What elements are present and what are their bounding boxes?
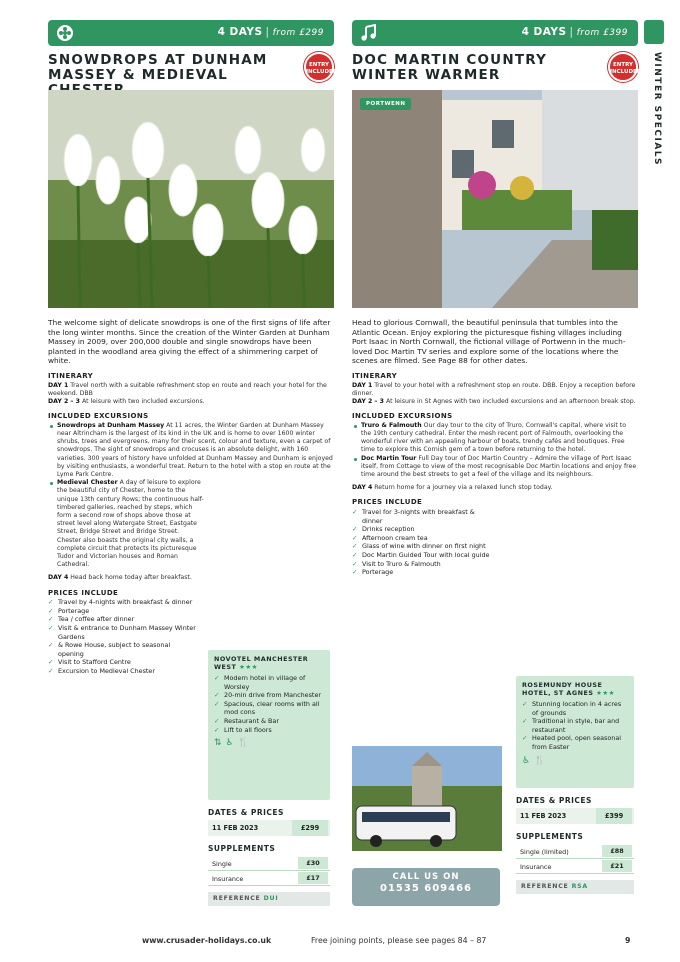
page-number: 9 — [625, 936, 631, 945]
price-include-item: ✓ Glass of wine with dinner on first night — [352, 542, 492, 551]
price-include-item: ✓ & Rowe House, subject to seasonal opening — [48, 641, 198, 658]
excursions-heading: INCLUDED EXCURSIONS — [352, 412, 453, 421]
price-include-item: ✓ Excursion to Medieval Chester — [48, 667, 198, 676]
date-price-row — [208, 820, 330, 836]
price-include-item: ✓ Afternoon cream tea — [352, 534, 492, 543]
supplement-row: Single (limited) £88 — [516, 844, 634, 859]
hotel-info-box — [208, 650, 330, 800]
supplement-row: Insurance £21 — [516, 859, 634, 874]
bar-icon: 🍴 — [534, 755, 550, 766]
price-include-item: ✓ Visit to Truro & Falmouth — [352, 560, 492, 569]
itinerary-day1: DAY 1 Travel to your hotel with a refreshment stop en route. DBB. Enjoy a reception before dinner. — [352, 381, 636, 397]
departure-price: £399 — [596, 808, 632, 824]
supplements-heading: SUPPLEMENTS — [516, 832, 584, 841]
excursions-list — [48, 422, 334, 570]
price-include-item: ✓ Visit & entrance to Dunham Massey Winter Gardens — [48, 624, 198, 641]
bar-icon: 🍴 — [237, 738, 253, 749]
excursion-item: Medieval Chester A day of leisure to explore the beautiful city of Chester, home to the unique 13th century Rows; the continuous half-timbered galleries, reached by steps, which form a second row of shops above those at street level along Watergate Street, Eastgate Street, Bridge Street and Bridge Street. Chester also boasts the original city walls, a complete circuit that protects its picturesque Tudor and Victorian houses and Roman Cathedral. — [48, 479, 204, 569]
prices-include-heading: PRICES INCLUDE — [48, 588, 119, 597]
hotel-info-box — [516, 676, 634, 788]
hotel-feature: ✓ Heated pool, open seasonal from Easter — [522, 734, 628, 751]
hotel-feature: ✓ Traditional in style, bar and restaurant — [522, 717, 628, 734]
price-include-item: ✓ Tea / coffee after dinner — [48, 615, 198, 624]
price-include-item: ✓ Porterage — [352, 568, 492, 577]
hotel-name: NOVOTEL MANCHESTER WEST ★★★ — [214, 655, 309, 671]
prices-include-list — [352, 508, 492, 577]
tour-header-bar: 4 DAYS | from £299 — [48, 20, 334, 46]
reference-code: REFERENCE RSA — [516, 880, 634, 894]
entry-included-badge: ENTRY INCLUDED — [304, 52, 334, 82]
hotel-feature: ✓ 20-min drive from Manchester — [214, 691, 324, 700]
dates-prices-heading: DATES & PRICES — [516, 796, 592, 805]
hotel-feature: ✓ Lift to all floors — [214, 726, 324, 735]
excursion-item: Doc Martin Tour Full Day tour of Doc Martin Country – Admire the village of Port Isaac itself, from Cottage to view of the most recognisable Doc Martin locations and enjoy free time around the best streets to get a feel of the village and its neighbours. — [352, 455, 638, 480]
itinerary-heading: ITINERARY — [352, 371, 398, 380]
port-isaac-photo — [352, 90, 638, 308]
supplement-row: Single £30 — [208, 856, 330, 871]
tour-column-doc-martin — [352, 20, 642, 894]
reference-code: REFERENCE DUI — [208, 892, 330, 906]
coach-photo — [352, 746, 502, 851]
location-tag: PORTWENN — [360, 98, 411, 110]
accessible-icon: ♿ — [522, 755, 535, 766]
tour-price-from: from £299 — [272, 28, 324, 38]
flower-icon — [56, 24, 74, 42]
tour-column-snowdrops — [48, 20, 338, 902]
section-tab-marker — [644, 20, 664, 44]
tour-header-bar: 4 DAYS | from £399 — [352, 20, 638, 46]
itinerary-day2-3: DAY 2 – 3 At leisure with two included excursions. — [48, 397, 205, 405]
hotel-feature: ✓ Stunning location in 4 acres of grounds — [522, 700, 628, 717]
supplements-heading: SUPPLEMENTS — [208, 844, 276, 853]
section-tab-label: WINTER SPECIALS — [652, 52, 662, 167]
joining-points-note: Free joining points, please see pages 84 – 87 — [311, 936, 487, 945]
prices-include-heading: PRICES INCLUDE — [352, 498, 423, 507]
call-us-button[interactable] — [352, 868, 500, 906]
price-include-item: ✓ Drinks reception — [352, 525, 492, 534]
price-include-item: ✓ Porterage — [48, 607, 198, 616]
dates-prices-box — [208, 808, 330, 906]
cta-phone: 01535 609466 — [379, 883, 473, 894]
cta-label: CALL US ON — [392, 872, 460, 882]
tour-intro: Head to glorious Cornwall, the beautiful peninsula that tumbles into the Atlantic Ocean. Enjoy exploring the picturesque fishing villages including Port Isaac in North Cornwall, the fictional village of Portwenn in the much-loved Doc Martin TV series and explore some of the locations where the scenes are filmed. See Page 88 for other dates. — [352, 318, 626, 366]
departure-price: £299 — [292, 820, 328, 836]
departure-date: 11 FEB 2023 — [520, 812, 567, 820]
tour-duration: 4 DAYS — [521, 26, 567, 38]
snowdrops-photo — [48, 90, 334, 308]
hotel-amenity-icons — [522, 756, 628, 766]
tour-title: DOC MARTIN COUNTRY WINTER WARMER — [352, 52, 548, 83]
lift-icon: ⇅ — [214, 738, 226, 749]
tour-duration: 4 DAYS — [217, 26, 263, 38]
itinerary-heading: ITINERARY — [48, 371, 94, 380]
hotel-amenity-icons — [214, 738, 324, 748]
price-include-item: ✓ Doc Martin Guided Tour with local guide — [352, 551, 492, 560]
itinerary-day1: DAY 1 Travel north with a suitable refreshment stop en route and reach your hotel for the weekend. DBB — [48, 381, 327, 397]
price-include-item: ✓ Visit to Stafford Centre — [48, 658, 198, 667]
excursion-item: Truro & Falmouth Our day tour to the city of Truro, Cornwall's capital, where visit to the 19th century cathedral. Enter the mesh recent port of Falmouth, overlooking the wonderful river with an appealing harbour of boats, trendy cafés and boutiques. Free time to explore this Cornish gem of a town before returning to the hotel. — [352, 422, 638, 455]
departure-date: 11 FEB 2023 — [212, 824, 259, 832]
itinerary-day4: DAY 4 Head back home today after breakfast. — [48, 574, 192, 582]
entry-included-badge: ENTRY INCLUDED — [608, 52, 638, 82]
prices-include-list — [48, 598, 198, 675]
website-link[interactable]: www.crusader-holidays.co.uk — [142, 936, 272, 945]
music-note-icon — [360, 24, 378, 42]
tour-price-from: from £399 — [576, 28, 628, 38]
price-include-item: ✓ Travel for 3-nights with breakfast & dinner — [352, 508, 492, 525]
section-tab — [644, 20, 664, 190]
itinerary-day4: DAY 4 Return home for a journey via a relaxed lunch stop today. — [352, 484, 553, 492]
itinerary-day2-3: DAY 2 – 3 At leisure in St Agnes with two included excursions and an afternoon break stop. — [352, 397, 636, 405]
date-price-row — [516, 808, 634, 824]
tour-intro: The welcome sight of delicate snowdrops is one of the first signs of life after the long winter months. Since the creation of the Winter Garden at Dunham Massey in 2009, over 200,000 double and single snowdrops have been planted in the woodland area giving the effect of a shimmering carpet of white. — [48, 318, 331, 366]
hotel-feature: ✓ Modern hotel in village of Worsley — [214, 674, 324, 691]
supplement-row: Insurance £17 — [208, 871, 330, 886]
excursions-list — [352, 422, 638, 479]
hotel-feature: ✓ Restaurant & Bar — [214, 717, 324, 726]
dates-prices-heading: DATES & PRICES — [208, 808, 284, 817]
excursion-item: Snowdrops at Dunham Massey At 11 acres, the Winter Garden at Dunham Massey near Altrincham is the largest of its kind in the UK and is home to over 1600 winter shrubs, trees and evergreens, many for their scent, colour and texture, even a carpet of snowdrops. The sight of snowdrops and crocuses is an absolute delight, with 160 varieties. 300 years of history have unfolded at Dunham Massey and Dunham is enjoyed by visiting enthusiasts, a wonderful treat. Return to the hotel with a stop en route at the Lyme Park Centre. — [48, 422, 334, 479]
tour-title: SNOWDROPS AT DUNHAM MASSEY & MEDIEVAL — [48, 52, 268, 83]
excursions-heading: INCLUDED EXCURSIONS — [48, 412, 149, 421]
dates-prices-box — [516, 796, 634, 894]
accessible-icon: ♿ — [225, 738, 238, 749]
hotel-name: ROSEMUNDY HOUSE HOTEL, ST AGNES ★★★ — [522, 681, 615, 697]
price-include-item: ✓ Travel by 4-nights with breakfast & dinner — [48, 598, 198, 607]
hotel-feature: ✓ Spacious, clear rooms with all mod cons — [214, 700, 324, 717]
